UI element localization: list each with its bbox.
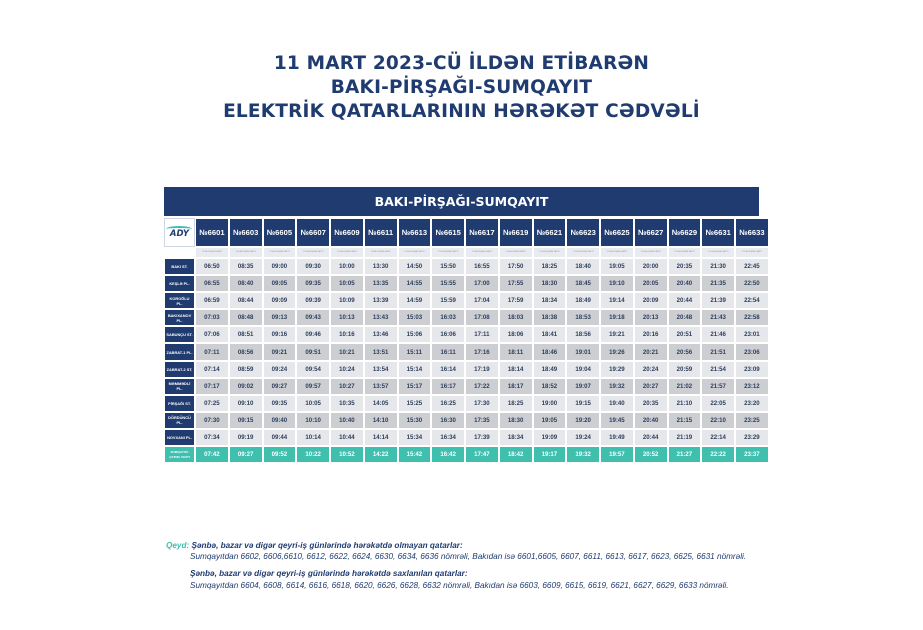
departure-time: 19:18	[600, 309, 634, 326]
subheader-text: YOLA DÜŞMƏ VAXTI	[437, 251, 459, 253]
departure-time: 09:21	[263, 343, 297, 360]
station-name: ZABRAT-1 PL.	[164, 343, 195, 360]
subheader-text: YOLA DÜŞMƏ VAXTI	[640, 251, 661, 253]
arrival-time: 23:37	[735, 446, 769, 463]
departure-time: 15:59	[431, 292, 465, 309]
table-row	[164, 378, 769, 395]
departure-time: 17:39	[465, 429, 499, 446]
notes-body-1: Sumqayıtdan 6602, 6606,6610, 6612, 6622, 6624, 6630, 6634, 6636 nömrəli, Bakıdan isə 6601,6605, 6607, 6611, 6613, 6617, 6623, 6625, 6631 nömrəli.	[190, 552, 747, 562]
train-number: №6607	[296, 218, 330, 247]
departure-time: 10:24	[330, 361, 364, 378]
departure-time: 10:05	[296, 395, 330, 412]
table-row	[164, 292, 769, 309]
departure-time: 15:17	[398, 378, 432, 395]
train-number: №6601	[195, 218, 229, 247]
departure-time: 20:24	[634, 361, 668, 378]
departure-time: 15:11	[398, 343, 432, 360]
departure-time: 10:35	[330, 395, 364, 412]
departure-time: 19:26	[600, 343, 634, 360]
departure-time: 22:54	[735, 292, 769, 309]
departure-time: 19:09	[533, 429, 567, 446]
departure-time: 17:55	[499, 275, 533, 292]
departure-time: 14:10	[364, 412, 398, 429]
station-name: KOROĞLU PL.	[164, 292, 195, 309]
departure-time: 20:35	[668, 258, 702, 275]
subheader-cell	[229, 247, 263, 258]
train-number: №6625	[600, 218, 634, 247]
arrival-time: 07:42	[195, 446, 229, 463]
subheader-cell	[398, 247, 432, 258]
notes-head-1: Şənbə, bazar və digər qeyri-iş günlərində hərəkətdə olmayan qatarlar:	[191, 541, 463, 550]
departure-time: 19:21	[600, 326, 634, 343]
departure-time: 16:55	[465, 258, 499, 275]
train-number: №6615	[431, 218, 465, 247]
departure-time: 23:25	[735, 412, 769, 429]
schedule-table-wrap	[164, 187, 765, 463]
departure-time: 21:19	[668, 429, 702, 446]
arrival-label: SUMQAYITA ÇATMA VAXTI	[164, 446, 195, 463]
arrival-time: 14:22	[364, 446, 398, 463]
departure-time: 19:01	[566, 343, 600, 360]
departure-time: 09:51	[296, 343, 330, 360]
station-name: BAKIXANOV PL.	[164, 309, 195, 326]
subheader-text: YOLA DÜŞMƏ VAXTI	[235, 251, 256, 253]
departure-time: 19:45	[600, 412, 634, 429]
departure-time: 16:03	[431, 309, 465, 326]
departure-time: 16:11	[431, 343, 465, 360]
departure-time: 13:30	[364, 258, 398, 275]
departure-time: 20:16	[634, 326, 668, 343]
departure-time: 09:09	[263, 292, 297, 309]
departure-time: 13:35	[364, 275, 398, 292]
train-number: №6611	[364, 218, 398, 247]
subheader-text: YOLA DÜŞMƏ VAXTI	[471, 251, 493, 253]
departure-time: 09:15	[229, 412, 263, 429]
subheader-text: YOLA DÜŞMƏ VAXTI	[336, 251, 358, 253]
subheader-cell	[195, 247, 229, 258]
departure-time: 15:25	[398, 395, 432, 412]
subheader-cell	[499, 247, 533, 258]
departure-time: 17:00	[465, 275, 499, 292]
departure-time: 21:39	[701, 292, 735, 309]
departure-time: 19:07	[566, 378, 600, 395]
notes-body-2: Sumqayıtdan 6604, 6608, 6614, 6616, 6618, 6620, 6626, 6628, 6632 nömrəli, Bakıdan isə 6603, 6609, 6615, 6619, 6621, 6627, 6629, 6633 nömrəli.	[190, 580, 729, 590]
departure-time: 21:10	[668, 395, 702, 412]
arrival-time: 15:42	[398, 446, 432, 463]
page-title	[0, 52, 923, 124]
departure-time: 20:51	[668, 326, 702, 343]
departure-time: 19:05	[533, 412, 567, 429]
subheader-cell	[735, 247, 769, 258]
departure-time: 09:10	[229, 395, 263, 412]
departure-time: 18:06	[499, 326, 533, 343]
departure-time: 07:34	[195, 429, 229, 446]
departure-time: 20:44	[634, 429, 668, 446]
departure-time: 18:49	[566, 292, 600, 309]
departure-time: 22:14	[701, 429, 735, 446]
station-name: PİRŞAĞI ST.	[164, 395, 195, 412]
departure-time: 16:25	[431, 395, 465, 412]
departure-time: 08:35	[229, 258, 263, 275]
departure-time: 19:20	[566, 412, 600, 429]
subheader-cell	[431, 247, 465, 258]
departure-time: 18:11	[499, 343, 533, 360]
subheader-text: YOLA DÜŞMƏ VAXTI	[741, 251, 763, 253]
departure-time: 18:53	[566, 309, 600, 326]
subheader-cell	[533, 247, 567, 258]
departure-time: 20:40	[668, 275, 702, 292]
departure-time: 18:25	[533, 258, 567, 275]
table-row	[164, 275, 769, 292]
table-row	[164, 326, 769, 343]
departure-time: 19:32	[600, 378, 634, 395]
departure-time: 20:35	[634, 395, 668, 412]
departure-time: 07:17	[195, 378, 229, 395]
departure-time: 17:11	[465, 326, 499, 343]
departure-time: 16:14	[431, 361, 465, 378]
departure-time: 16:17	[431, 378, 465, 395]
train-number: №6613	[398, 218, 432, 247]
departure-time: 07:14	[195, 361, 229, 378]
subheader-text: YOLA DÜŞMƏ VAXTI	[302, 251, 324, 253]
table-row	[164, 361, 769, 378]
train-number: №6631	[701, 218, 735, 247]
departure-time: 09:16	[263, 326, 297, 343]
departure-time: 15:06	[398, 326, 432, 343]
subheader-text: YOLA DÜŞMƏ VAXTI	[505, 251, 526, 253]
departure-time: 10:05	[330, 275, 364, 292]
table-row	[164, 395, 769, 412]
departure-time: 08:44	[229, 292, 263, 309]
departure-time: 13:51	[364, 343, 398, 360]
departure-time: 18:45	[566, 275, 600, 292]
subheader-cell	[296, 247, 330, 258]
departure-time: 23:09	[735, 361, 769, 378]
departure-time: 19:24	[566, 429, 600, 446]
departure-time: 17:22	[465, 378, 499, 395]
departure-time: 21:30	[701, 258, 735, 275]
station-name: DÖRDÜNCÜ PL.	[164, 412, 195, 429]
subheader-text: YOLA DÜŞMƏ VAXTI	[606, 251, 628, 253]
departure-time: 10:09	[330, 292, 364, 309]
train-number: №6633	[735, 218, 769, 247]
departure-time: 06:50	[195, 258, 229, 275]
subheader-cell	[364, 247, 398, 258]
route-banner: BAKI-PİRŞAĞI-SUMQAYIT	[164, 187, 759, 216]
departure-time: 18:34	[533, 292, 567, 309]
departure-time: 22:10	[701, 412, 735, 429]
station-name: NOVXANI PL.	[164, 429, 195, 446]
subheader-cell	[600, 247, 634, 258]
departure-time: 17:16	[465, 343, 499, 360]
departure-time: 06:55	[195, 275, 229, 292]
departure-time: 09:35	[263, 395, 297, 412]
departure-time: 09:05	[263, 275, 297, 292]
train-number: №6617	[465, 218, 499, 247]
departure-time: 10:44	[330, 429, 364, 446]
departure-time: 22:05	[701, 395, 735, 412]
departure-time: 16:30	[431, 412, 465, 429]
table-row	[164, 412, 769, 429]
departure-time: 18:03	[499, 309, 533, 326]
departure-time: 08:59	[229, 361, 263, 378]
departure-time: 18:25	[499, 395, 533, 412]
departure-time: 18:30	[499, 412, 533, 429]
departure-time: 10:00	[330, 258, 364, 275]
table-row	[164, 309, 769, 326]
subheader-text: YOLA DÜŞMƏ VAXTI	[404, 251, 425, 253]
departure-time: 09:35	[296, 275, 330, 292]
departure-time: 15:55	[431, 275, 465, 292]
departure-time: 18:30	[533, 275, 567, 292]
departure-time: 19:14	[600, 292, 634, 309]
departure-time: 17:30	[465, 395, 499, 412]
departure-time: 09:44	[263, 429, 297, 446]
arrival-time: 19:32	[566, 446, 600, 463]
subheader-cell	[701, 247, 735, 258]
departure-time: 08:48	[229, 309, 263, 326]
departure-time: 07:06	[195, 326, 229, 343]
departure-time: 15:34	[398, 429, 432, 446]
station-name: KEŞLƏ PL.	[164, 275, 195, 292]
departure-time: 10:13	[330, 309, 364, 326]
departure-time: 18:34	[499, 429, 533, 446]
departure-time: 21:35	[701, 275, 735, 292]
subheader-text: YOLA DÜŞMƏ VAXTI	[370, 251, 391, 253]
train-number: №6629	[668, 218, 702, 247]
arrival-time: 21:27	[668, 446, 702, 463]
table-row	[164, 429, 769, 446]
departure-time: 09:40	[263, 412, 297, 429]
arrival-time: 17:47	[465, 446, 499, 463]
subheader-cell	[668, 247, 702, 258]
arrival-time: 09:27	[229, 446, 263, 463]
departure-time: 07:25	[195, 395, 229, 412]
departure-time: 21:43	[701, 309, 735, 326]
departure-time: 09:24	[263, 361, 297, 378]
departure-time: 17:35	[465, 412, 499, 429]
subheader-text: YOLA DÜŞMƏ VAXTI	[539, 251, 560, 253]
departure-time: 17:59	[499, 292, 533, 309]
departure-time: 09:00	[263, 258, 297, 275]
train-number: №6621	[533, 218, 567, 247]
arrival-time: 18:42	[499, 446, 533, 463]
departure-time: 17:50	[499, 258, 533, 275]
departure-time: 18:38	[533, 309, 567, 326]
departure-time: 16:06	[431, 326, 465, 343]
subheader-cell	[634, 247, 668, 258]
train-number: №6627	[634, 218, 668, 247]
train-number: №6609	[330, 218, 364, 247]
departure-time: 10:21	[330, 343, 364, 360]
departure-time: 07:11	[195, 343, 229, 360]
departure-time: 10:10	[296, 412, 330, 429]
departure-time: 18:49	[533, 361, 567, 378]
departure-time: 09:46	[296, 326, 330, 343]
departure-time: 19:04	[566, 361, 600, 378]
departure-time: 13:39	[364, 292, 398, 309]
departure-time: 07:30	[195, 412, 229, 429]
station-name: SABUNÇU ST.	[164, 326, 195, 343]
subheader-text: YOLA DÜŞMƏ VAXTI	[707, 251, 729, 253]
departure-time: 17:19	[465, 361, 499, 378]
subheader-cell	[566, 247, 600, 258]
notes	[166, 540, 806, 591]
departure-time: 15:14	[398, 361, 432, 378]
departure-time: 23:06	[735, 343, 769, 360]
departure-time: 09:54	[296, 361, 330, 378]
departure-time: 08:51	[229, 326, 263, 343]
departure-time: 14:59	[398, 292, 432, 309]
departure-time: 20:27	[634, 378, 668, 395]
departure-time: 07:03	[195, 309, 229, 326]
departure-time: 20:09	[634, 292, 668, 309]
departure-time: 13:57	[364, 378, 398, 395]
station-name: ZABRAT-2 ST.	[164, 361, 195, 378]
ady-logo	[164, 218, 195, 247]
departure-time: 10:27	[330, 378, 364, 395]
departure-time: 13:43	[364, 309, 398, 326]
departure-time: 21:02	[668, 378, 702, 395]
arrival-time: 10:22	[296, 446, 330, 463]
departure-time: 20:59	[668, 361, 702, 378]
departure-time: 09:57	[296, 378, 330, 395]
station-name: BAKI ST.	[164, 258, 195, 275]
departure-time: 20:13	[634, 309, 668, 326]
table-row	[164, 258, 769, 275]
departure-time: 17:08	[465, 309, 499, 326]
arrival-time: 10:52	[330, 446, 364, 463]
departure-time: 20:40	[634, 412, 668, 429]
departure-time: 20:21	[634, 343, 668, 360]
departure-time: 10:16	[330, 326, 364, 343]
departure-time: 18:41	[533, 326, 567, 343]
departure-time: 15:50	[431, 258, 465, 275]
title-line-1: 11 MART 2023-CÜ İLDƏN ETİBARƏN	[273, 53, 650, 74]
station-name: MƏMMƏDLİ PL.	[164, 378, 195, 395]
departure-time: 22:50	[735, 275, 769, 292]
notes-label: Qeyd:	[166, 541, 190, 550]
train-number: №6605	[263, 218, 297, 247]
departure-time: 21:46	[701, 326, 735, 343]
departure-time: 09:27	[263, 378, 297, 395]
departure-time: 18:52	[533, 378, 567, 395]
train-number: №6623	[566, 218, 600, 247]
departure-time: 15:30	[398, 412, 432, 429]
departure-time: 10:40	[330, 412, 364, 429]
departure-time: 09:43	[296, 309, 330, 326]
departure-time: 08:56	[229, 343, 263, 360]
departure-time: 09:02	[229, 378, 263, 395]
departure-time: 14:14	[364, 429, 398, 446]
departure-time: 21:54	[701, 361, 735, 378]
departure-time: 10:14	[296, 429, 330, 446]
departure-time: 15:03	[398, 309, 432, 326]
departure-time: 19:29	[600, 361, 634, 378]
departure-time: 20:05	[634, 275, 668, 292]
departure-time: 19:10	[600, 275, 634, 292]
arrival-time: 19:57	[600, 446, 634, 463]
subheader-text: YOLA DÜŞMƏ VAXTI	[572, 251, 594, 253]
departure-time: 19:00	[533, 395, 567, 412]
title-line-2: BAKI-PİRŞAĞI-SUMQAYIT	[330, 77, 593, 98]
departure-time: 20:44	[668, 292, 702, 309]
notes-head-2: Şənbə, bazar və digər qeyri-iş günlərində hərəkətdə saxlanılan qatarlar:	[190, 569, 468, 579]
departure-time: 14:05	[364, 395, 398, 412]
departure-time: 16:34	[431, 429, 465, 446]
subheader-blank	[164, 247, 195, 258]
departure-time: 18:14	[499, 361, 533, 378]
departure-time: 23:12	[735, 378, 769, 395]
departure-time: 22:58	[735, 309, 769, 326]
arrival-row	[164, 446, 769, 463]
departure-time: 18:56	[566, 326, 600, 343]
departure-time: 22:45	[735, 258, 769, 275]
subheader-cell	[330, 247, 364, 258]
departure-time: 20:56	[668, 343, 702, 360]
departure-time: 23:29	[735, 429, 769, 446]
arrival-time: 19:17	[533, 446, 567, 463]
train-number: №6603	[229, 218, 263, 247]
subheader-text: YOLA DÜŞMƏ VAXTI	[674, 251, 695, 253]
departure-time: 09:13	[263, 309, 297, 326]
departure-time: 19:15	[566, 395, 600, 412]
departure-time: 14:55	[398, 275, 432, 292]
subheader-text: YOLA DÜŞMƏ VAXTI	[269, 251, 290, 253]
departure-time: 19:40	[600, 395, 634, 412]
departure-time: 18:46	[533, 343, 567, 360]
train-number: №6619	[499, 218, 533, 247]
departure-time: 13:46	[364, 326, 398, 343]
departure-time: 17:04	[465, 292, 499, 309]
departure-time: 06:59	[195, 292, 229, 309]
departure-time: 09:39	[296, 292, 330, 309]
arrival-time: 20:52	[634, 446, 668, 463]
departure-time: 18:17	[499, 378, 533, 395]
departure-time: 09:19	[229, 429, 263, 446]
departure-time: 23:01	[735, 326, 769, 343]
ady-logo-icon: ADY	[168, 226, 191, 242]
departure-time: 18:40	[566, 258, 600, 275]
departure-time: 19:49	[600, 429, 634, 446]
departure-time: 14:50	[398, 258, 432, 275]
departure-time: 23:20	[735, 395, 769, 412]
departure-time: 08:40	[229, 275, 263, 292]
departure-time: 21:57	[701, 378, 735, 395]
table-row	[164, 343, 769, 360]
departure-time: 19:05	[600, 258, 634, 275]
subheader-cell	[263, 247, 297, 258]
subheader-text: YOLA DÜŞMƏ VAXTI	[201, 251, 223, 253]
arrival-time: 16:42	[431, 446, 465, 463]
arrival-time: 09:52	[263, 446, 297, 463]
departure-time: 20:48	[668, 309, 702, 326]
departure-time: 09:30	[296, 258, 330, 275]
departure-time: 21:51	[701, 343, 735, 360]
arrival-time: 22:22	[701, 446, 735, 463]
departure-time: 21:15	[668, 412, 702, 429]
title-line-3: ELEKTRİK QATARLARININ HƏRƏKƏT CƏDVƏLİ	[223, 101, 700, 122]
departure-time: 20:00	[634, 258, 668, 275]
subheader-cell	[465, 247, 499, 258]
schedule-table	[164, 218, 769, 463]
departure-time: 13:54	[364, 361, 398, 378]
